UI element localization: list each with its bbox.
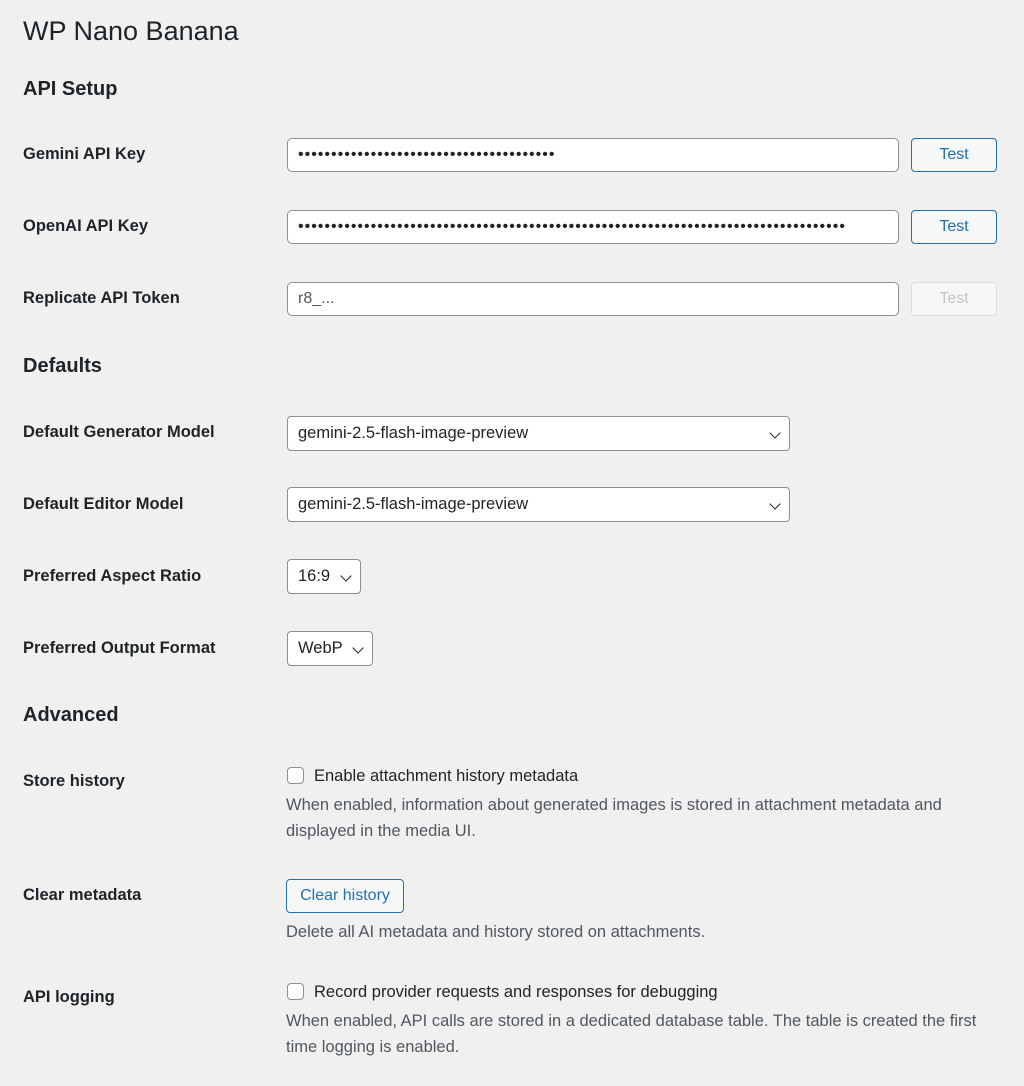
logging-label: API logging: [23, 988, 115, 1006]
gemini-api-key-input[interactable]: •••••••••••••••••••••••••••••••••••••••: [287, 138, 899, 172]
replicate-token-input[interactable]: r8_...: [287, 282, 899, 316]
section-defaults: Defaults: [23, 355, 102, 377]
section-api-setup: API Setup: [23, 78, 118, 100]
logging-checkbox[interactable]: [287, 983, 304, 1000]
history-description: When enabled, information about generated images is stored in attachment metadata and displayed in the media UI.: [286, 796, 942, 840]
replicate-test-button: Test: [911, 282, 997, 316]
format-label: Preferred Output Format: [23, 639, 216, 657]
generator-model-select[interactable]: [287, 416, 790, 451]
aspect-ratio-value: 16:9: [298, 567, 331, 585]
openai-api-key-input[interactable]: •••••••••••••••••••••••••••••••••••••••••••••••••••••••••••••••••••••••••••••••••••: [287, 210, 899, 244]
editor-label: Default Editor Model: [23, 495, 184, 513]
generator-label: Default Generator Model: [23, 423, 215, 441]
editor-model-value: gemini-2.5-flash-image-preview: [298, 495, 529, 513]
logging-description: When enabled, API calls are stored in a dedicated database table. The table is created the first time logging is enabled.: [286, 1012, 977, 1056]
chevron-down-icon: [352, 642, 363, 653]
clear-history-button[interactable]: Clear history: [286, 879, 404, 913]
history-checkbox[interactable]: [287, 767, 304, 784]
editor-model-select[interactable]: [287, 487, 790, 522]
replicate-label: Replicate API Token: [23, 289, 180, 307]
gemini-test-button[interactable]: Test: [911, 138, 997, 172]
output-format-select[interactable]: [287, 631, 373, 666]
page-title: WP Nano Banana: [23, 16, 239, 46]
generator-model-value: gemini-2.5-flash-image-preview: [298, 424, 529, 442]
aspect-ratio-select[interactable]: [287, 559, 361, 594]
clear-description: Delete all AI metadata and history stored on attachments.: [286, 923, 706, 941]
openai-test-button[interactable]: Test: [911, 210, 997, 244]
chevron-down-icon: [769, 498, 780, 509]
clear-label: Clear metadata: [23, 886, 142, 904]
chevron-down-icon: [769, 427, 780, 438]
gemini-label: Gemini API Key: [23, 145, 146, 163]
openai-label: OpenAI API Key: [23, 217, 148, 235]
history-label: Store history: [23, 772, 125, 790]
section-advanced: Advanced: [23, 704, 119, 726]
history-checkbox-label[interactable]: Enable attachment history metadata: [314, 767, 579, 785]
logging-checkbox-label[interactable]: Record provider requests and responses for debugging: [314, 983, 718, 1001]
aspect-label: Preferred Aspect Ratio: [23, 567, 202, 585]
output-format-value: WebP: [298, 639, 343, 657]
chevron-down-icon: [340, 570, 351, 581]
